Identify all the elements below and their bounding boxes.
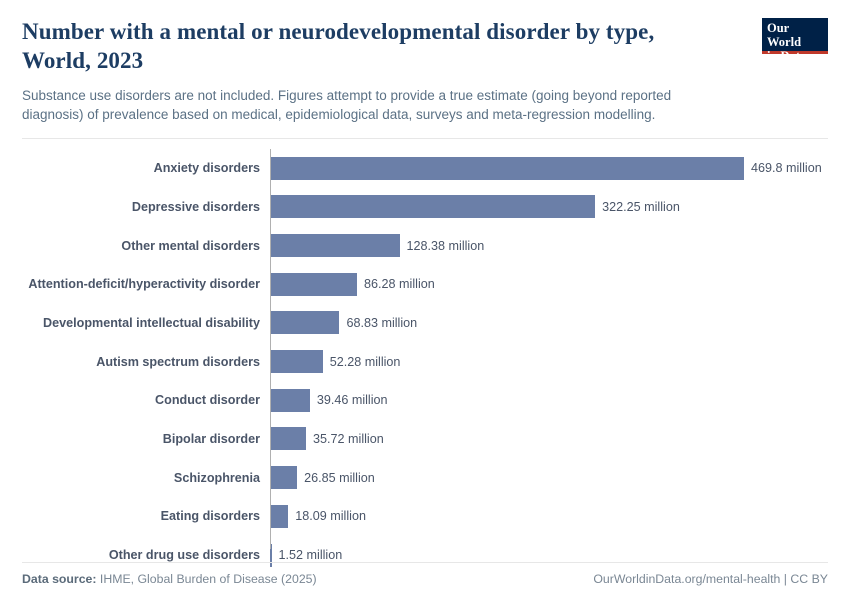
value-axis-line bbox=[270, 149, 271, 549]
bar-category-label: Eating disorders bbox=[160, 509, 260, 524]
bar-track bbox=[270, 342, 828, 381]
bar-track bbox=[270, 226, 828, 265]
bar-category-label: Anxiety disorders bbox=[153, 161, 260, 176]
bar[interactable] bbox=[270, 466, 297, 489]
data-source bbox=[22, 572, 317, 586]
bar-category-label: Attention-deficit/hyperactivity disorder bbox=[28, 277, 260, 292]
bar-category-label: Conduct disorder bbox=[155, 393, 260, 408]
bar-category-label: Schizophrenia bbox=[173, 470, 260, 485]
chart-footer bbox=[22, 562, 828, 586]
bar[interactable] bbox=[270, 195, 595, 218]
bar-track bbox=[270, 497, 828, 536]
bar-row[interactable] bbox=[22, 497, 828, 536]
bar-category-label: Other drug use disorders bbox=[108, 548, 260, 563]
page-title: Number with a mental or neurodevelopmental disorder by type, World, 2023 bbox=[22, 19, 655, 73]
bar-value-label: 18.09 million bbox=[295, 509, 366, 524]
bar-value-label: 128.38 million bbox=[406, 238, 485, 253]
footer-link[interactable]: OurWorldinData.org/mental-health | CC BY bbox=[593, 572, 828, 586]
bar-value-label: 35.72 million bbox=[313, 431, 384, 446]
title-block bbox=[22, 18, 712, 124]
bar[interactable] bbox=[270, 234, 400, 257]
bar[interactable] bbox=[270, 389, 310, 412]
bar[interactable] bbox=[270, 350, 323, 373]
bar-value-label: 52.28 million bbox=[329, 354, 401, 369]
bar-row[interactable] bbox=[22, 188, 828, 227]
data-source-label: Data source: bbox=[22, 572, 97, 586]
bar-chart bbox=[22, 149, 828, 563]
bar-row[interactable] bbox=[22, 304, 828, 343]
bar-track bbox=[270, 188, 828, 227]
bar-value-label: 68.83 million bbox=[346, 315, 418, 330]
bar-rows bbox=[22, 149, 828, 575]
bar[interactable] bbox=[270, 273, 357, 296]
chart-header bbox=[22, 18, 828, 124]
bar-track bbox=[270, 458, 828, 497]
bar-value-label: 322.25 million bbox=[602, 199, 680, 214]
bar-row[interactable] bbox=[22, 342, 828, 381]
bar-track bbox=[270, 304, 828, 343]
bar-track bbox=[270, 381, 828, 420]
bar-value-label: 39.46 million bbox=[316, 393, 388, 408]
chart-subtitle: Substance use disorders are not included. Figures attempt to provide a true estimate (going beyond reported diagnosis) of prevalence based on medical, epidemiological data, surveys and meta-regression modelling. bbox=[22, 87, 672, 122]
bar-value-label: 86.28 million bbox=[364, 277, 435, 292]
bar[interactable] bbox=[270, 157, 744, 180]
bar-category-label: Autism spectrum disorders bbox=[96, 354, 260, 369]
bar-category-label: Depressive disorders bbox=[131, 199, 260, 214]
bar-row[interactable] bbox=[22, 381, 828, 420]
bar-value-label: 1.52 million bbox=[278, 548, 343, 563]
bar-category-label: Other mental disorders bbox=[121, 238, 260, 253]
bar-row[interactable] bbox=[22, 265, 828, 304]
bar-row[interactable] bbox=[22, 420, 828, 459]
header-divider bbox=[22, 138, 828, 139]
our-world-in-data-logo[interactable] bbox=[762, 18, 828, 63]
bar-value-label: 26.85 million bbox=[304, 470, 375, 485]
bar-row[interactable] bbox=[22, 226, 828, 265]
bar-row[interactable] bbox=[22, 458, 828, 497]
logo-line-1: Our World bbox=[767, 21, 802, 49]
bar-value-label: 469.8 million bbox=[751, 161, 822, 176]
bar-track bbox=[270, 265, 828, 304]
bar-category-label: Bipolar disorder bbox=[162, 431, 260, 446]
bar-track bbox=[270, 149, 828, 188]
logo-line-2: in Data bbox=[767, 49, 807, 63]
bar-category-label: Developmental intellectual disability bbox=[43, 315, 260, 330]
footer-divider bbox=[22, 562, 828, 563]
bar-row[interactable] bbox=[22, 149, 828, 188]
data-source-text: IHME, Global Burden of Disease (2025) bbox=[99, 572, 317, 586]
bar[interactable] bbox=[270, 505, 288, 528]
bar[interactable] bbox=[270, 427, 306, 450]
bar-track bbox=[270, 420, 828, 459]
bar[interactable] bbox=[270, 311, 339, 334]
